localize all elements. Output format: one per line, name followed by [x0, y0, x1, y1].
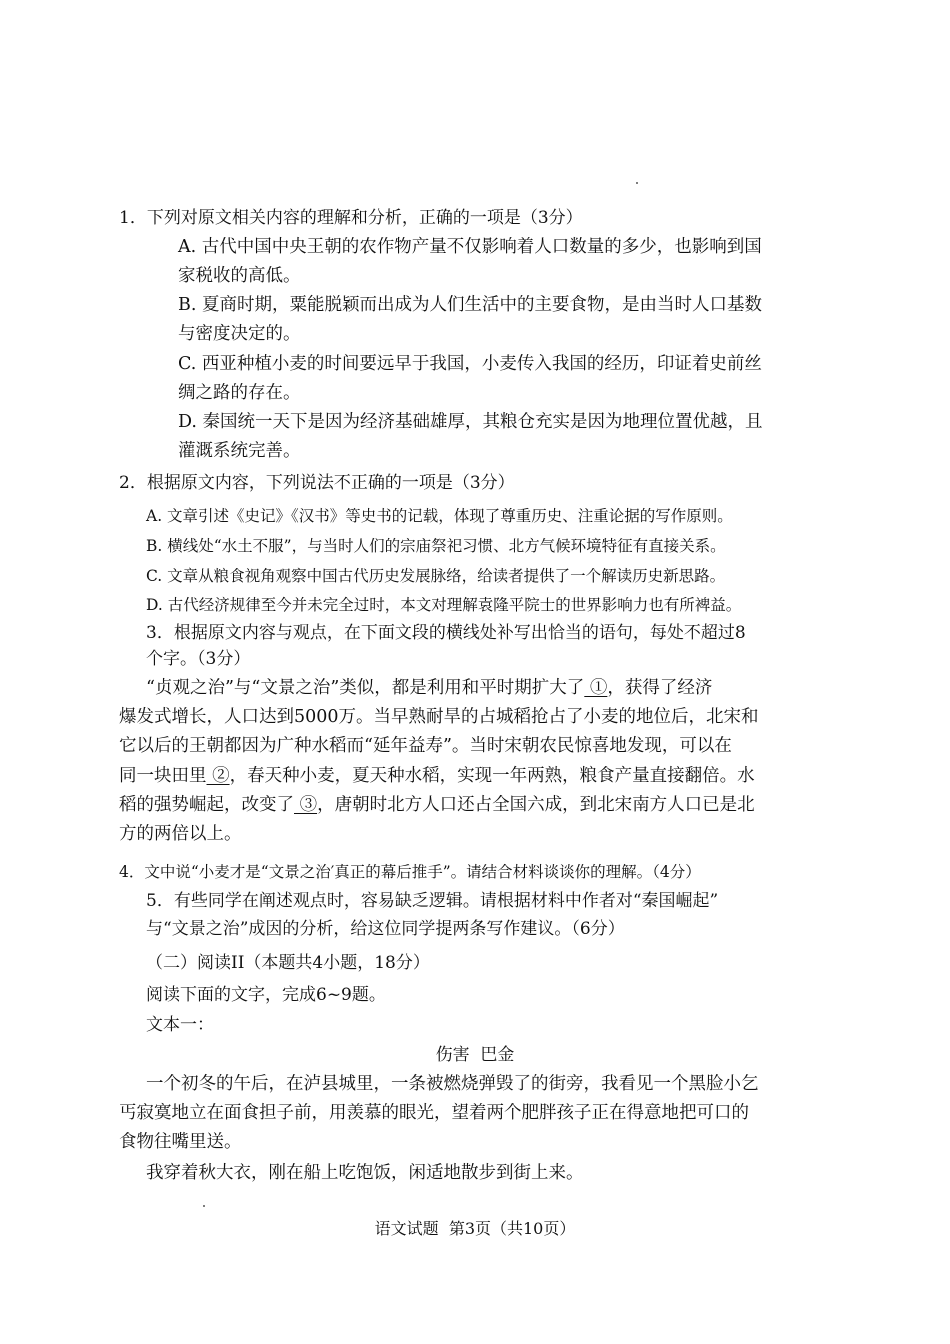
q1-option-c-line1: C. 西亚种植小麦的时间要远早于我国，小麦传入我国的经历，印证着史前丝: [178, 354, 762, 374]
q2-option-d: D. 古代经济规律至今并未完全过时，本文对理解袁隆平院士的世界影响力也有所裨益。: [146, 596, 742, 614]
blank-2: ②: [206, 766, 230, 786]
q4-stem: 4．文中说“小麦才是“文景之治′真正的幕后推手”。请结合材料谈谈你的理解。（4分）: [119, 863, 701, 881]
q3-passage-line4: [119, 765, 755, 787]
q1-option-a-line2: 家税收的高低。: [178, 266, 301, 286]
q3-passage-text: 稻的强势崛起，改变了: [119, 795, 294, 815]
q2-option-b: B. 横线处“水土不服”，与当时人们的宗庙祭祀习惯、北方气候环境特征有直接关系。: [146, 537, 726, 555]
q3-passage-line2: 爆发式增长，人口达到5000万。当早熟耐旱的占城稻抢占了小麦的地位后，北宋和: [119, 707, 759, 727]
speck-mark: [636, 182, 638, 184]
speck-mark: [203, 1205, 205, 1207]
q2-stem: 2．根据原文内容，下列说法不正确的一项是（3分）: [119, 473, 515, 493]
story-para1-line3: 食物往嘴里送。: [119, 1132, 242, 1152]
story-title: 伤害 巴金: [435, 1045, 515, 1065]
blank-1: ①: [584, 678, 608, 698]
q3-passage-text: “贞观之治”与“文景之治”类似，都是利用和平时期扩大了: [146, 678, 585, 698]
q2-option-a: A. 文章引述《史记》《汉书》等史书的记载，体现了尊重历史、注重论据的写作原则。: [146, 507, 733, 525]
section-heading: （二）阅读II（本题共4小题，18分）: [146, 953, 430, 973]
q1-stem: 1．下列对原文相关内容的理解和分析，正确的一项是（3分）: [119, 208, 583, 228]
q3-passage-text: ，获得了经济: [607, 678, 713, 698]
q3-passage-text: 同一块田里: [119, 766, 207, 786]
q1-option-a-line1: A. 古代中国中央王朝的农作物产量不仅影响着人口数量的多少，也影响到国: [178, 237, 762, 257]
q3-passage-text: ，春天种小麦，夏天种水稻，实现一年两熟，粮食产量直接翻倍。水: [229, 766, 755, 786]
q1-option-c-line2: 绸之路的存在。: [178, 383, 301, 403]
q3-passage-line1: [146, 677, 712, 699]
section-instruction: 阅读下面的文字，完成6~9题。: [146, 985, 386, 1005]
page-footer: 语文试题 第3页（共10页）: [374, 1219, 576, 1238]
q3-stem-line2: 个字。（3分）: [146, 649, 251, 669]
q5-stem-line1: 5．有些同学在阐述观点时，容易缺乏逻辑。请根据材料中作者对“秦国崛起”: [146, 891, 719, 911]
q3-passage-line3: 它以后的王朝都因为广种水稻而“延年益寿”。当时宋朝农民惊喜地发现，可以在: [119, 736, 732, 756]
q1-option-d-line2: 灌溉系统完善。: [178, 441, 301, 461]
blank-3: ③: [294, 795, 318, 815]
q1-option-b-line2: 与密度决定的。: [178, 324, 301, 344]
q3-passage-line5: [119, 794, 755, 816]
q2-option-c: C. 文章从粮食视角观察中国古代历史发展脉络，给读者提供了一个解读历史新思路。: [146, 567, 726, 585]
q1-option-d-line1: D. 秦国统一天下是因为经济基础雄厚，其粮仓充实是因为地理位置优越，且: [178, 412, 763, 432]
text-label: 文本一：: [146, 1015, 214, 1035]
q3-passage-line6: 方的两倍以上。: [119, 824, 242, 844]
q3-passage-text: ，唐朝时北方人口还占全国六成，到北宋南方人口已是北: [317, 795, 755, 815]
story-para1-line1: 一个初冬的午后，在泸县城里，一条被燃烧弹毁了的街旁，我看见一个黑脸小乞: [146, 1074, 759, 1094]
q3-stem-line1: 3．根据原文内容与观点，在下面文段的横线处补写出恰当的语句，每处不超过8: [146, 623, 746, 643]
story-para2: 我穿着秋大衣，刚在船上吃饱饭，闲适地散步到街上来。: [146, 1163, 584, 1183]
q1-option-b-line1: B. 夏商时期，粟能脱颖而出成为人们生活中的主要食物，是由当时人口基数: [178, 295, 762, 315]
story-para1-line2: 丐寂寞地立在面食担子前，用羡慕的眼光，望着两个肥胖孩子正在得意地把可口的: [119, 1103, 749, 1123]
q5-stem-line2: 与“文景之治”成因的分析，给这位同学提两条写作建议。（6分）: [146, 919, 625, 939]
